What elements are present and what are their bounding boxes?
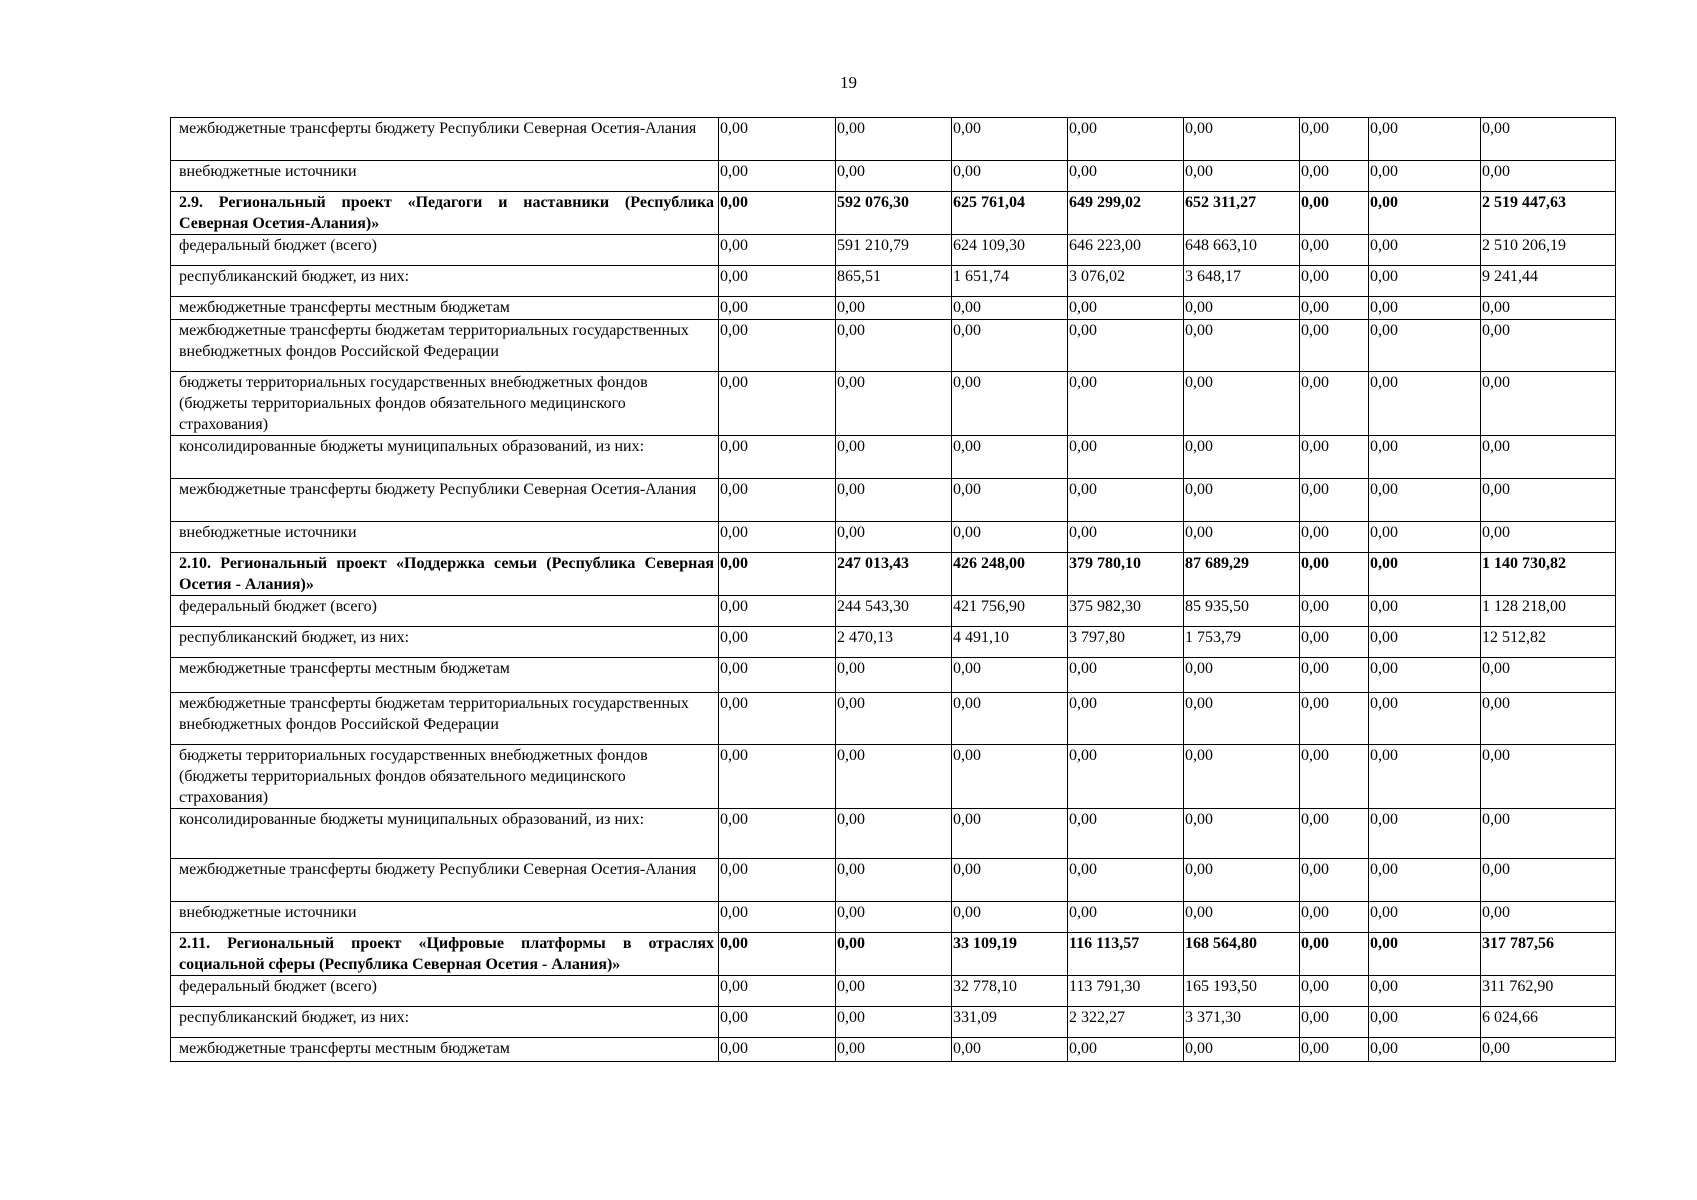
value-cell: 0,00 — [836, 693, 952, 745]
value-cell: 0,00 — [1068, 118, 1184, 161]
row-label: межбюджетные трансферты местным бюджетам — [171, 658, 719, 693]
value-cell: 0,00 — [719, 372, 836, 436]
value-cell: 0,00 — [1300, 627, 1369, 658]
table-row — [171, 596, 1616, 627]
value-cell: 0,00 — [1300, 693, 1369, 745]
value-cell: 0,00 — [719, 118, 836, 161]
table-row — [171, 235, 1616, 266]
value-cell: 0,00 — [719, 436, 836, 479]
value-cell: 0,00 — [1068, 745, 1184, 809]
value-cell: 0,00 — [1481, 372, 1616, 436]
value-cell: 0,00 — [1481, 522, 1616, 553]
value-cell: 2 470,13 — [836, 627, 952, 658]
value-cell: 113 791,30 — [1068, 976, 1184, 1007]
value-cell: 421 756,90 — [952, 596, 1068, 627]
value-cell: 0,00 — [952, 320, 1068, 372]
value-cell: 0,00 — [1184, 809, 1300, 859]
value-cell: 0,00 — [1369, 809, 1481, 859]
value-cell: 0,00 — [1184, 745, 1300, 809]
value-cell: 0,00 — [836, 436, 952, 479]
value-cell: 0,00 — [1369, 596, 1481, 627]
value-cell: 0,00 — [1369, 1038, 1481, 1062]
value-cell: 0,00 — [1184, 658, 1300, 693]
value-cell: 0,00 — [1300, 436, 1369, 479]
value-cell: 591 210,79 — [836, 235, 952, 266]
value-cell: 592 076,30 — [836, 192, 952, 235]
value-cell: 0,00 — [1184, 118, 1300, 161]
value-cell: 0,00 — [952, 372, 1068, 436]
value-cell: 0,00 — [1068, 859, 1184, 902]
value-cell: 2 322,27 — [1068, 1007, 1184, 1038]
value-cell: 0,00 — [1481, 436, 1616, 479]
value-cell: 0,00 — [1481, 693, 1616, 745]
value-cell: 0,00 — [1300, 1007, 1369, 1038]
value-cell: 0,00 — [1369, 235, 1481, 266]
value-cell: 2 519 447,63 — [1481, 192, 1616, 235]
value-cell: 0,00 — [1369, 522, 1481, 553]
value-cell: 649 299,02 — [1068, 192, 1184, 235]
value-cell: 0,00 — [836, 118, 952, 161]
value-cell: 0,00 — [952, 297, 1068, 320]
table-row — [171, 976, 1616, 1007]
value-cell: 0,00 — [1068, 436, 1184, 479]
value-cell: 0,00 — [719, 320, 836, 372]
value-cell: 0,00 — [952, 161, 1068, 192]
value-cell: 0,00 — [719, 553, 836, 596]
value-cell: 0,00 — [836, 658, 952, 693]
value-cell: 0,00 — [836, 320, 952, 372]
row-label: консолидированные бюджеты муниципальных образований, из них: — [171, 436, 719, 479]
value-cell: 0,00 — [836, 745, 952, 809]
value-cell: 0,00 — [1300, 372, 1369, 436]
table-row — [171, 1038, 1616, 1062]
value-cell: 0,00 — [1369, 192, 1481, 235]
value-cell: 0,00 — [836, 161, 952, 192]
value-cell: 624 109,30 — [952, 235, 1068, 266]
value-cell: 0,00 — [1300, 902, 1369, 933]
value-cell: 0,00 — [1300, 745, 1369, 809]
page-number: 19 — [840, 73, 857, 92]
table-row — [171, 297, 1616, 320]
value-cell: 0,00 — [1481, 118, 1616, 161]
value-cell: 0,00 — [1068, 161, 1184, 192]
row-label: межбюджетные трансферты бюджету Республики Северная Осетия-Алания — [171, 479, 719, 522]
value-cell: 0,00 — [1184, 693, 1300, 745]
row-label: федеральный бюджет (всего) — [171, 976, 719, 1007]
value-cell: 0,00 — [1068, 522, 1184, 553]
value-cell: 0,00 — [1184, 436, 1300, 479]
value-cell: 0,00 — [952, 693, 1068, 745]
row-label: федеральный бюджет (всего) — [171, 235, 719, 266]
value-cell: 0,00 — [952, 809, 1068, 859]
row-label: республиканский бюджет, из них: — [171, 1007, 719, 1038]
value-cell: 0,00 — [836, 809, 952, 859]
value-cell: 0,00 — [1068, 693, 1184, 745]
value-cell: 0,00 — [1184, 372, 1300, 436]
value-cell: 0,00 — [1300, 553, 1369, 596]
value-cell: 0,00 — [1481, 297, 1616, 320]
value-cell: 0,00 — [1184, 522, 1300, 553]
table-row — [171, 320, 1616, 372]
value-cell: 2 510 206,19 — [1481, 235, 1616, 266]
value-cell: 0,00 — [1184, 859, 1300, 902]
value-cell: 317 787,56 — [1481, 933, 1616, 976]
table-row — [171, 658, 1616, 693]
row-label: внебюджетные источники — [171, 902, 719, 933]
value-cell: 0,00 — [952, 1038, 1068, 1062]
value-cell: 1 140 730,82 — [1481, 553, 1616, 596]
row-label: внебюджетные источники — [171, 522, 719, 553]
row-label: республиканский бюджет, из них: — [171, 266, 719, 297]
value-cell: 85 935,50 — [1184, 596, 1300, 627]
table-row — [171, 266, 1616, 297]
value-cell: 0,00 — [1369, 553, 1481, 596]
project-row — [171, 933, 1616, 976]
value-cell: 0,00 — [1184, 1038, 1300, 1062]
table-body — [171, 118, 1616, 1062]
value-cell: 0,00 — [836, 902, 952, 933]
value-cell: 0,00 — [1300, 658, 1369, 693]
value-cell: 3 797,80 — [1068, 627, 1184, 658]
value-cell: 0,00 — [719, 976, 836, 1007]
value-cell: 0,00 — [1068, 902, 1184, 933]
value-cell: 3 371,30 — [1184, 1007, 1300, 1038]
value-cell: 0,00 — [1068, 297, 1184, 320]
value-cell: 0,00 — [836, 976, 952, 1007]
value-cell: 0,00 — [1184, 902, 1300, 933]
value-cell: 0,00 — [1300, 297, 1369, 320]
value-cell: 0,00 — [836, 933, 952, 976]
row-label: межбюджетные трансферты бюджетам территориальных государственных внебюджетных фондов Российской Федерации — [171, 693, 719, 745]
value-cell: 0,00 — [1369, 627, 1481, 658]
table-row — [171, 627, 1616, 658]
value-cell: 0,00 — [836, 1007, 952, 1038]
value-cell: 646 223,00 — [1068, 235, 1184, 266]
value-cell: 0,00 — [719, 596, 836, 627]
table-row — [171, 161, 1616, 192]
value-cell: 0,00 — [1300, 809, 1369, 859]
value-cell: 0,00 — [1369, 1007, 1481, 1038]
table-row — [171, 693, 1616, 745]
value-cell: 0,00 — [1184, 297, 1300, 320]
value-cell: 0,00 — [1068, 479, 1184, 522]
project-row — [171, 553, 1616, 596]
value-cell: 375 982,30 — [1068, 596, 1184, 627]
value-cell: 0,00 — [1481, 1038, 1616, 1062]
value-cell: 0,00 — [1300, 161, 1369, 192]
value-cell: 0,00 — [1481, 479, 1616, 522]
value-cell: 0,00 — [719, 266, 836, 297]
project-row — [171, 192, 1616, 235]
value-cell: 0,00 — [719, 859, 836, 902]
value-cell: 0,00 — [952, 658, 1068, 693]
value-cell: 0,00 — [719, 1038, 836, 1062]
value-cell: 0,00 — [836, 859, 952, 902]
value-cell: 0,00 — [1481, 745, 1616, 809]
value-cell: 0,00 — [1481, 902, 1616, 933]
value-cell: 0,00 — [1300, 596, 1369, 627]
value-cell: 0,00 — [719, 693, 836, 745]
value-cell: 0,00 — [1369, 266, 1481, 297]
value-cell: 0,00 — [1481, 859, 1616, 902]
value-cell: 1 128 218,00 — [1481, 596, 1616, 627]
value-cell: 0,00 — [1300, 522, 1369, 553]
value-cell: 0,00 — [952, 479, 1068, 522]
table-row — [171, 1007, 1616, 1038]
table-row — [171, 809, 1616, 859]
value-cell: 0,00 — [836, 372, 952, 436]
value-cell: 0,00 — [952, 745, 1068, 809]
value-cell: 0,00 — [1369, 859, 1481, 902]
row-label: консолидированные бюджеты муниципальных образований, из них: — [171, 809, 719, 859]
value-cell: 33 109,19 — [952, 933, 1068, 976]
value-cell: 0,00 — [1300, 976, 1369, 1007]
value-cell: 652 311,27 — [1184, 192, 1300, 235]
value-cell: 0,00 — [719, 902, 836, 933]
row-label: межбюджетные трансферты местным бюджетам — [171, 1038, 719, 1062]
value-cell: 1 753,79 — [1184, 627, 1300, 658]
value-cell: 0,00 — [1300, 479, 1369, 522]
value-cell: 0,00 — [1300, 859, 1369, 902]
value-cell: 0,00 — [719, 192, 836, 235]
value-cell: 0,00 — [1068, 1038, 1184, 1062]
value-cell: 0,00 — [1481, 161, 1616, 192]
value-cell: 0,00 — [1369, 902, 1481, 933]
value-cell: 0,00 — [1300, 320, 1369, 372]
row-label: 2.10. Региональный проект «Поддержка семьи (Республика Северная Осетия - Алания)» — [171, 553, 719, 596]
value-cell: 6 024,66 — [1481, 1007, 1616, 1038]
value-cell: 247 013,43 — [836, 553, 952, 596]
table-row — [171, 902, 1616, 933]
value-cell: 0,00 — [1369, 297, 1481, 320]
value-cell: 0,00 — [1300, 118, 1369, 161]
table-row — [171, 118, 1616, 161]
value-cell: 3 076,02 — [1068, 266, 1184, 297]
value-cell: 0,00 — [952, 118, 1068, 161]
value-cell: 0,00 — [1369, 479, 1481, 522]
value-cell: 0,00 — [1369, 372, 1481, 436]
value-cell: 0,00 — [719, 235, 836, 266]
value-cell: 0,00 — [1369, 436, 1481, 479]
value-cell: 865,51 — [836, 266, 952, 297]
value-cell: 0,00 — [1300, 266, 1369, 297]
value-cell: 0,00 — [719, 627, 836, 658]
value-cell: 0,00 — [1369, 933, 1481, 976]
value-cell: 0,00 — [1369, 118, 1481, 161]
value-cell: 0,00 — [1068, 320, 1184, 372]
table-row — [171, 372, 1616, 436]
value-cell: 87 689,29 — [1184, 553, 1300, 596]
value-cell: 0,00 — [1068, 658, 1184, 693]
row-label: бюджеты территориальных государственных внебюджетных фондов (бюджеты территориальных фондов обязательного медицинского страхования) — [171, 372, 719, 436]
value-cell: 0,00 — [1481, 658, 1616, 693]
value-cell: 0,00 — [1369, 320, 1481, 372]
value-cell: 0,00 — [719, 297, 836, 320]
value-cell: 0,00 — [952, 436, 1068, 479]
row-label: межбюджетные трансферты местным бюджетам — [171, 297, 719, 320]
value-cell: 426 248,00 — [952, 553, 1068, 596]
table-row — [171, 436, 1616, 479]
value-cell: 0,00 — [836, 1038, 952, 1062]
row-label: внебюджетные источники — [171, 161, 719, 192]
value-cell: 0,00 — [1369, 693, 1481, 745]
value-cell: 0,00 — [1481, 809, 1616, 859]
value-cell: 244 543,30 — [836, 596, 952, 627]
value-cell: 0,00 — [952, 522, 1068, 553]
value-cell: 0,00 — [719, 658, 836, 693]
row-label: республиканский бюджет, из них: — [171, 627, 719, 658]
table-row — [171, 859, 1616, 902]
value-cell: 0,00 — [1300, 1038, 1369, 1062]
value-cell: 0,00 — [719, 933, 836, 976]
value-cell: 165 193,50 — [1184, 976, 1300, 1007]
value-cell: 1 651,74 — [952, 266, 1068, 297]
value-cell: 0,00 — [1068, 809, 1184, 859]
value-cell: 3 648,17 — [1184, 266, 1300, 297]
value-cell: 0,00 — [719, 479, 836, 522]
value-cell: 648 663,10 — [1184, 235, 1300, 266]
value-cell: 116 113,57 — [1068, 933, 1184, 976]
value-cell: 0,00 — [836, 297, 952, 320]
value-cell: 0,00 — [836, 479, 952, 522]
value-cell: 4 491,10 — [952, 627, 1068, 658]
value-cell: 0,00 — [836, 522, 952, 553]
row-label: межбюджетные трансферты бюджетам территориальных государственных внебюджетных фондов Российской Федерации — [171, 320, 719, 372]
value-cell: 12 512,82 — [1481, 627, 1616, 658]
value-cell: 0,00 — [719, 522, 836, 553]
value-cell: 0,00 — [719, 809, 836, 859]
value-cell: 32 778,10 — [952, 976, 1068, 1007]
row-label: межбюджетные трансферты бюджету Республики Северная Осетия-Алания — [171, 118, 719, 161]
value-cell: 0,00 — [1300, 235, 1369, 266]
value-cell: 0,00 — [1300, 933, 1369, 976]
value-cell: 0,00 — [1068, 372, 1184, 436]
value-cell: 9 241,44 — [1481, 266, 1616, 297]
value-cell: 0,00 — [719, 745, 836, 809]
table-row — [171, 745, 1616, 809]
row-label: федеральный бюджет (всего) — [171, 596, 719, 627]
value-cell: 0,00 — [1369, 745, 1481, 809]
value-cell: 168 564,80 — [1184, 933, 1300, 976]
value-cell: 379 780,10 — [1068, 553, 1184, 596]
value-cell: 331,09 — [952, 1007, 1068, 1038]
row-label: межбюджетные трансферты бюджету Республики Северная Осетия-Алания — [171, 859, 719, 902]
table-row — [171, 479, 1616, 522]
row-label: 2.11. Региональный проект «Цифровые платформы в отраслях социальной сферы (Республика Северная Осетия - Алания)» — [171, 933, 719, 976]
value-cell: 0,00 — [952, 902, 1068, 933]
value-cell: 0,00 — [1369, 161, 1481, 192]
budget-table — [170, 117, 1616, 1062]
value-cell: 0,00 — [1184, 479, 1300, 522]
value-cell: 0,00 — [952, 859, 1068, 902]
value-cell: 0,00 — [1184, 161, 1300, 192]
value-cell: 0,00 — [719, 1007, 836, 1038]
table-row — [171, 522, 1616, 553]
row-label: 2.9. Региональный проект «Педагоги и наставники (Республика Северная Осетия-Алания)» — [171, 192, 719, 235]
value-cell: 0,00 — [1369, 976, 1481, 1007]
value-cell: 0,00 — [719, 161, 836, 192]
value-cell: 0,00 — [1481, 320, 1616, 372]
value-cell: 311 762,90 — [1481, 976, 1616, 1007]
value-cell: 0,00 — [1300, 192, 1369, 235]
value-cell: 0,00 — [1184, 320, 1300, 372]
value-cell: 0,00 — [1369, 658, 1481, 693]
row-label: бюджеты территориальных государственных внебюджетных фондов (бюджеты территориальных фондов обязательного медицинского страхования) — [171, 745, 719, 809]
value-cell: 625 761,04 — [952, 192, 1068, 235]
